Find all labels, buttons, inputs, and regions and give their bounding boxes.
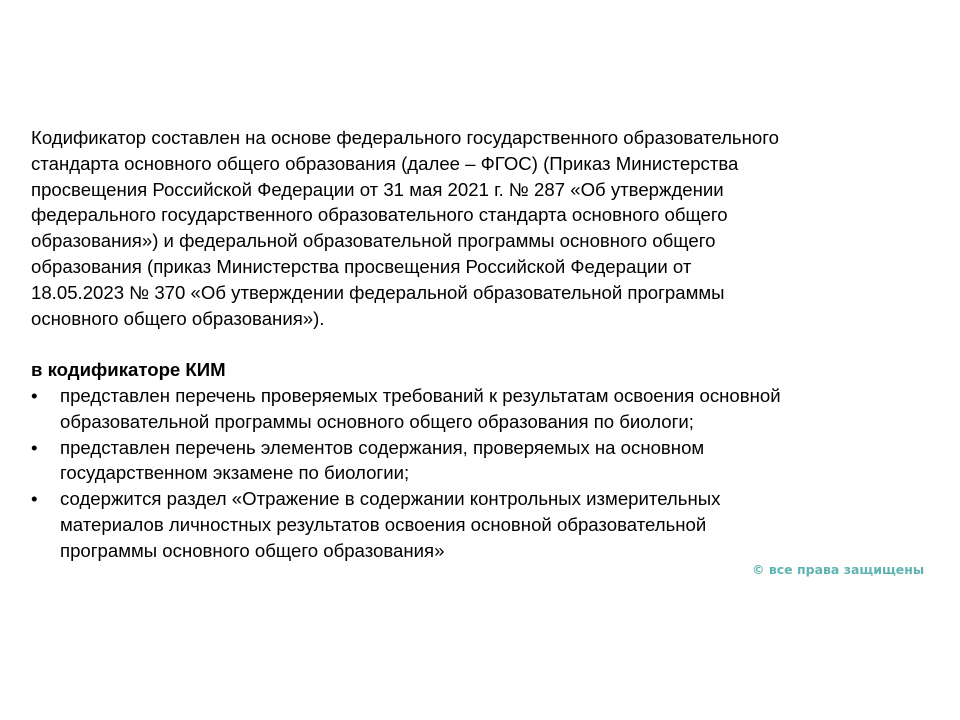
bullet-item (31, 383, 931, 435)
bullet-line: представлен перечень проверяемых требований к результатам освоения основной (60, 385, 781, 406)
bullet-item (31, 435, 931, 487)
intro-line: образования») и федеральной образовательной программы основного общего (31, 230, 716, 252)
bullet-line: материалов личностных результатов освоения основной образовательной (60, 513, 707, 535)
bullet-line: содержится раздел «Отражение в содержании контрольных измерительных (60, 488, 721, 510)
intro-paragraph (31, 125, 911, 331)
intro-line: стандарта основного общего образования (далее – ФГОС) (Приказ Министерства (31, 152, 739, 174)
intro-line: основного общего образования»). (31, 307, 325, 329)
intro-line: просвещения Российской Федерации от 31 мая 2021 г. № 287 «Об утверждении (31, 178, 724, 200)
intro-line: федерального государственного образовательного стандарта основного общего (31, 204, 728, 226)
bullet-line: образовательной программы основного общего образования по биологи; (60, 410, 694, 432)
bullet-icon: • (31, 436, 38, 458)
bullet-item (31, 486, 931, 563)
copyright-watermark: © все права защищены (752, 562, 925, 577)
bullet-icon: • (31, 488, 38, 510)
bullet-line: представлен перечень элементов содержания, проверяемых на основном (60, 436, 705, 458)
bullet-line: государственном экзамене по биологии; (60, 462, 410, 484)
intro-line: 18.05.2023 № 370 «Об утверждении федеральной образовательной программы (31, 281, 725, 303)
bullet-list (31, 383, 931, 564)
intro-line: образования (приказ Министерства просвещения Российской Федерации от (31, 255, 692, 277)
intro-line: Кодификатор составлен на основе федерального государственного образовательного (31, 127, 779, 148)
bullet-line: программы основного общего образования» (60, 539, 445, 561)
section-heading: в кодификаторе КИМ (31, 359, 226, 380)
bullet-icon: • (31, 385, 38, 406)
